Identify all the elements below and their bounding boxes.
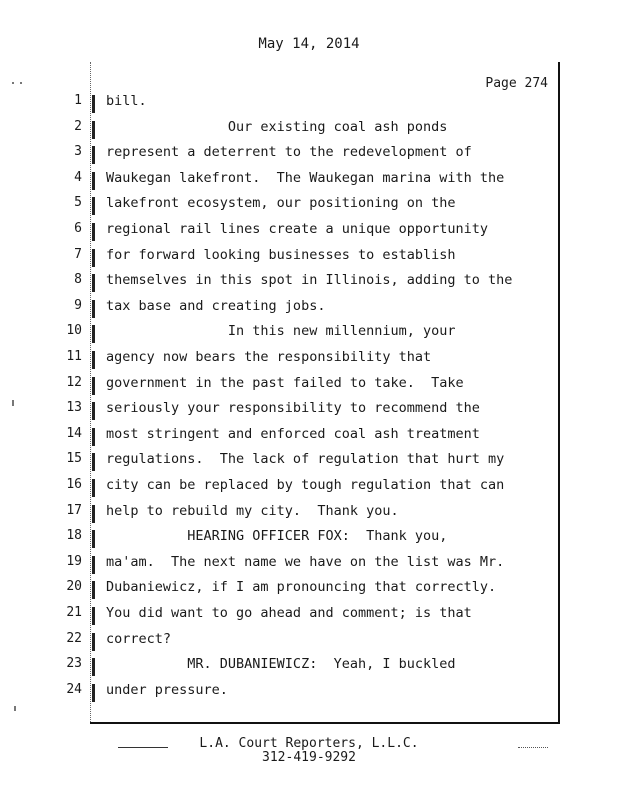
line-text: bill. [106, 93, 147, 109]
line-number: 14 [66, 425, 82, 441]
footer-phone: 312-419-9292 [262, 750, 356, 765]
footer-company: L.A. Court Reporters, L.L.C. [199, 736, 419, 751]
line-number: 10 [66, 323, 82, 339]
transcript-line [0, 170, 618, 196]
line-number: 19 [66, 553, 82, 569]
margin-bar [92, 197, 95, 215]
line-number: 17 [66, 502, 82, 518]
line-text: Dubaniewicz, if I am pronouncing that correctly. [106, 579, 497, 596]
margin-bar [92, 402, 95, 420]
line-text: Waukegan lakefront. The Waukegan marina with the [106, 169, 505, 186]
line-text: ma'am. The next name we have on the list was Mr. [106, 553, 505, 570]
scan-speck [20, 82, 22, 84]
transcript-line [0, 119, 618, 145]
transcript-line [0, 272, 618, 298]
transcript-line [0, 144, 618, 170]
margin-bar [92, 479, 95, 497]
line-text: correct? [106, 630, 172, 647]
line-text: lakefront ecosystem, our positioning on the [106, 195, 456, 212]
line-text: In this new millennium, your [106, 323, 456, 340]
margin-bar [92, 351, 95, 369]
line-number: 7 [74, 246, 82, 262]
line-number: 16 [66, 477, 82, 492]
scan-speck [12, 82, 14, 84]
line-text: regulations. The lack of regulation that hurt my [106, 451, 505, 468]
transcript-line [0, 298, 618, 324]
transcript-line [0, 221, 618, 247]
line-text: agency now bears the responsibility that [106, 349, 432, 365]
line-text: represent a deterrent to the redevelopment of [106, 144, 472, 161]
margin-bar [92, 658, 95, 676]
line-text: HEARING OFFICER FOX: Thank you, [106, 528, 448, 545]
margin-bar [92, 530, 95, 548]
line-number: 8 [74, 272, 82, 288]
margin-bar [92, 121, 95, 139]
line-text: seriously your responsibility to recommend the [106, 400, 480, 417]
line-number: 18 [66, 528, 82, 544]
line-text: tax base and creating jobs. [106, 297, 326, 314]
line-number: 24 [66, 681, 82, 697]
line-text: most stringent and enforced coal ash treatment [106, 425, 480, 442]
transcript-line [0, 247, 618, 273]
line-number: 22 [66, 630, 82, 646]
line-text: government in the past failed to take. Take [106, 374, 464, 391]
transcript-line [0, 631, 618, 657]
scan-speck [14, 706, 16, 711]
line-text: MR. DUBANIEWICZ: Yeah, I buckled [106, 656, 456, 673]
transcript-line [0, 93, 618, 119]
scan-speck [12, 400, 14, 406]
transcript-line [0, 375, 618, 401]
page-number-label: Page 274 [485, 76, 548, 91]
transcript-line [0, 477, 618, 503]
transcript-line [0, 579, 618, 605]
margin-bar [92, 684, 95, 702]
margin-bar [92, 607, 95, 625]
line-number: 20 [66, 579, 82, 595]
page-header-date: May 14, 2014 [258, 36, 360, 52]
margin-bar [92, 95, 95, 113]
margin-bar [92, 377, 95, 395]
margin-bar [92, 633, 95, 651]
line-number: 23 [66, 656, 82, 672]
line-number: 1 [74, 93, 82, 108]
line-number: 5 [74, 195, 82, 211]
line-number: 6 [74, 221, 82, 236]
margin-bar [92, 453, 95, 471]
transcript-line [0, 400, 618, 426]
line-number: 12 [66, 374, 82, 390]
line-text: for forward looking businesses to establish [106, 246, 456, 263]
transcript-line [0, 503, 618, 529]
line-text: Our existing coal ash ponds [106, 118, 448, 135]
line-number: 15 [66, 451, 82, 467]
margin-bar [92, 300, 95, 318]
line-text: help to rebuild my city. Thank you. [106, 502, 399, 519]
margin-bar [92, 172, 95, 190]
transcript-line [0, 426, 618, 452]
margin-bar [92, 581, 95, 599]
transcript-line [0, 682, 618, 708]
transcript-line [0, 349, 618, 375]
line-number: 13 [66, 400, 82, 416]
transcript-line [0, 554, 618, 580]
line-number: 21 [66, 605, 82, 620]
transcript-line [0, 528, 618, 554]
margin-bar [92, 556, 95, 574]
line-number: 11 [66, 349, 82, 364]
margin-bar [92, 223, 95, 241]
margin-bar [92, 274, 95, 292]
margin-bar [92, 428, 95, 446]
line-text: city can be replaced by tough regulation that can [106, 477, 505, 493]
transcript-line [0, 451, 618, 477]
line-text: themselves in this spot in Illinois, adding to the [106, 272, 513, 289]
transcript-line [0, 656, 618, 682]
transcript-line [0, 195, 618, 221]
line-text: regional rail lines create a unique opportunity [106, 221, 489, 237]
transcript-line [0, 605, 618, 631]
margin-bar [92, 146, 95, 164]
line-number: 2 [74, 118, 82, 134]
margin-bar [92, 249, 95, 267]
line-number: 4 [74, 169, 82, 185]
line-text: You did want to go ahead and comment; is that [106, 605, 472, 621]
line-number: 9 [74, 297, 82, 313]
line-text: under pressure. [106, 681, 228, 698]
margin-bar [92, 505, 95, 523]
line-number: 3 [74, 144, 82, 160]
margin-bar [92, 325, 95, 343]
transcript-line [0, 323, 618, 349]
